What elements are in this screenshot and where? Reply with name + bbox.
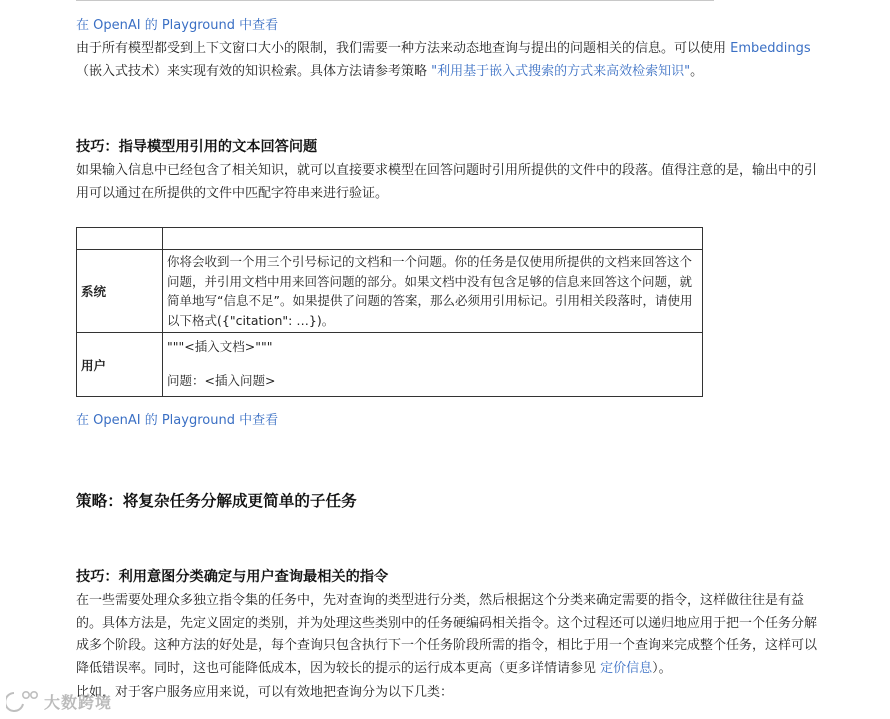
intro-text-before: 由于所有模型都受到上下文窗口大小的限制，我们需要一种方法来动态地查询与提出的问题相关的信息。可以使用 xyxy=(76,41,731,56)
playground-link-top[interactable]: 在 OpenAI 的 Playground 中查看 xyxy=(76,18,279,33)
intro-text-after: 。 xyxy=(690,63,704,79)
intro-text-middle: （嵌入式技术）来实现有效的知识检索。具体方法请参考策略 xyxy=(76,63,432,79)
user-prompt-content xyxy=(163,333,703,397)
tactic-intent-heading: 技巧：利用意图分类确定与用户查询最相关的指令 xyxy=(76,569,389,585)
role-user: 用户 xyxy=(77,333,163,397)
watermark-logo-icon xyxy=(6,689,40,713)
embeddings-link[interactable]: Embeddings xyxy=(730,41,811,56)
table-header-content-cell xyxy=(163,228,703,250)
intent-text-after: ）。 xyxy=(652,660,672,676)
tactic-intent-paragraph xyxy=(76,590,828,680)
watermark xyxy=(6,689,112,713)
table-header-role-cell xyxy=(77,228,163,250)
embedding-search-strategy-link[interactable]: "利用基于嵌入式搜索的方式来高效检索知识" xyxy=(431,63,691,79)
user-document-placeholder: """<插入文档>""" xyxy=(167,339,273,354)
strategy-heading: 策略：将复杂任务分解成更简单的子任务 xyxy=(76,492,357,510)
intro-paragraph xyxy=(76,38,828,83)
pricing-link[interactable]: 定价信息 xyxy=(600,660,653,676)
role-system: 系统 xyxy=(77,250,163,333)
intent-text-before: 在一些需要处理众多独立指令集的任务中，先对查询的类型进行分类，然后根据这个分类来确定需要的指令，这样做往往是有益的。具体方法是，先定义固定的类别，并为处理这些类别中的任务硬编码相关指令。这个过程还可以递归地应用于把一个任务分解成多个阶段。这种方法的好处是，每个查询只包含执行下一个任务阶段所需的指令，相比于用一个查询来完成整个任务，这样可以降低错误率。同时，这也可能降低成本，因为较长的提示的运行成本更高（更多详情请参见 xyxy=(76,593,818,676)
tactic-quote-paragraph: 如果输入信息中已经包含了相关知识，就可以直接要求模型在回答问题时引用所提供的文件中的段落。值得注意的是，输出中的引用可以通过在所提供的文件中匹配字符串来进行验证。 xyxy=(76,163,818,201)
example-paragraph: 比如，对于客户服务应用来说，可以有效地把查询分为以下几类： xyxy=(76,685,454,700)
watermark-text: 大数跨境 xyxy=(44,692,113,712)
table-row xyxy=(77,333,703,397)
tactic-quote-heading: 技巧：指导模型用引用的文本回答问题 xyxy=(76,139,318,155)
user-question-placeholder: 问题：<插入问题> xyxy=(167,373,276,388)
prompt-example-table xyxy=(76,227,703,397)
table-row xyxy=(77,250,703,333)
system-prompt-content: 你将会收到一个用三个引号标记的文档和一个问题。你的任务是仅使用所提供的文档来回答这个问题，并引用文档中用来回答问题的部分。如果文档中没有包含足够的信息来回答这个问题，就简单地写“信息不足”。如果提供了问题的答案，那么必须用引用标记。引用相关段落时，请使用以下格式({"citation": …})。 xyxy=(163,250,703,333)
top-divider xyxy=(76,0,714,1)
playground-link-bottom[interactable]: 在 OpenAI 的 Playground 中查看 xyxy=(76,413,279,428)
table-row xyxy=(77,228,703,250)
